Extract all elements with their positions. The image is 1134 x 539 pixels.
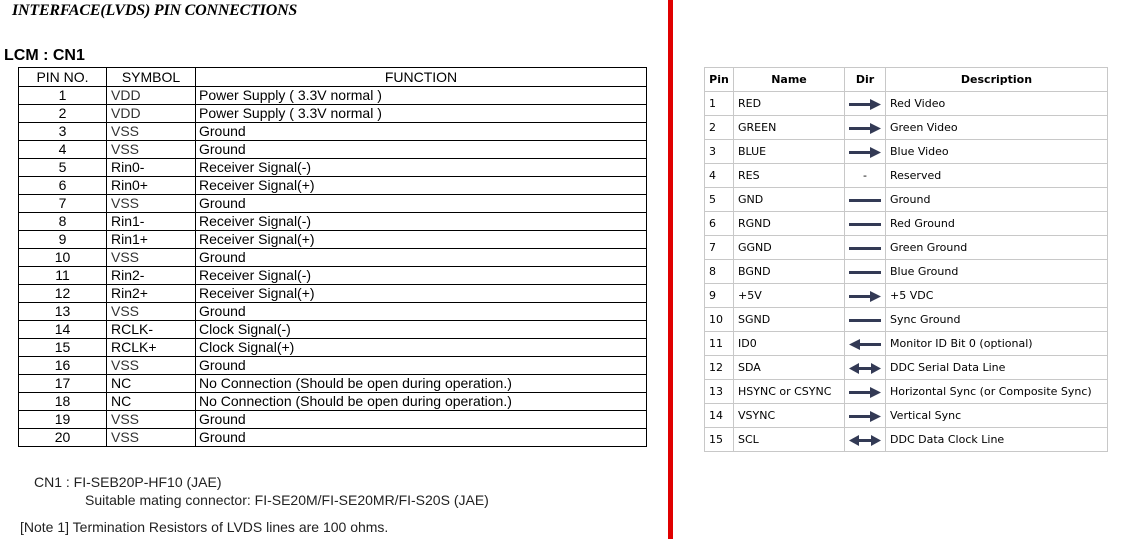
- vga-dir-cell: [845, 116, 886, 140]
- vga-row: [705, 140, 1108, 164]
- cn1-header-symbol: SYMBOL: [107, 68, 196, 87]
- output-arrow-icon: [848, 410, 882, 422]
- cn1-function-cell: Ground: [196, 123, 647, 141]
- vga-dir-cell: [845, 92, 886, 116]
- connector-note: CN1 : FI-SEB20P-HF10 (JAE): [34, 474, 222, 490]
- cn1-pin-cell: 5: [19, 159, 107, 177]
- cn1-function-cell: Receiver Signal(+): [196, 177, 647, 195]
- cn1-row: [19, 357, 647, 375]
- cn1-row: [19, 87, 647, 105]
- cn1-symbol-cell: VSS: [107, 249, 196, 267]
- ground-line-icon: [848, 266, 882, 278]
- vga-pin-table: [704, 67, 1108, 452]
- vga-dir-cell: [845, 188, 886, 212]
- cn1-symbol-cell: VSS: [107, 141, 196, 159]
- ground-line-icon: [848, 218, 882, 230]
- vga-row: [705, 404, 1108, 428]
- ground-line-icon: [848, 242, 882, 254]
- ground-line-icon: [848, 194, 882, 206]
- vga-dir-cell: [845, 212, 886, 236]
- vga-dir-cell: [845, 428, 886, 452]
- vga-description-cell: Monitor ID Bit 0 (optional): [886, 332, 1108, 356]
- vga-name-cell: GGND: [734, 236, 845, 260]
- cn1-function-cell: Receiver Signal(-): [196, 213, 647, 231]
- vga-pin-cell: 10: [705, 308, 734, 332]
- cn1-symbol-cell: VDD: [107, 105, 196, 123]
- bidirectional-arrow-icon: [848, 434, 882, 446]
- cn1-symbol-cell: RCLK-: [107, 321, 196, 339]
- vga-dir-cell: -: [845, 164, 886, 188]
- cn1-function-cell: Receiver Signal(-): [196, 267, 647, 285]
- output-arrow-icon: [848, 146, 882, 158]
- cn1-row: [19, 105, 647, 123]
- vga-name-cell: BLUE: [734, 140, 845, 164]
- cn1-symbol-cell: VSS: [107, 195, 196, 213]
- cn1-pin-cell: 18: [19, 393, 107, 411]
- cn1-symbol-cell: NC: [107, 375, 196, 393]
- cn1-symbol-cell: VSS: [107, 411, 196, 429]
- vga-row: [705, 308, 1108, 332]
- vga-header-pin: Pin: [705, 68, 734, 92]
- vga-description-cell: DDC Data Clock Line: [886, 428, 1108, 452]
- vga-dir-cell: [845, 404, 886, 428]
- cn1-symbol-cell: VSS: [107, 429, 196, 447]
- red-divider-line: [668, 0, 673, 539]
- vga-row: [705, 380, 1108, 404]
- cn1-function-cell: Ground: [196, 303, 647, 321]
- cn1-pin-cell: 6: [19, 177, 107, 195]
- cn1-pin-cell: 2: [19, 105, 107, 123]
- vga-header-name: Name: [734, 68, 845, 92]
- cn1-row: [19, 429, 647, 447]
- vga-row: [705, 212, 1108, 236]
- cn1-row: [19, 411, 647, 429]
- vga-name-cell: +5V: [734, 284, 845, 308]
- vga-row: [705, 332, 1108, 356]
- output-arrow-icon: [848, 386, 882, 398]
- cn1-function-cell: Ground: [196, 249, 647, 267]
- vga-header-row: [705, 68, 1108, 92]
- vga-description-cell: Red Video: [886, 92, 1108, 116]
- cn1-function-cell: Clock Signal(+): [196, 339, 647, 357]
- cn1-function-cell: Power Supply ( 3.3V normal ): [196, 87, 647, 105]
- vga-description-cell: Ground: [886, 188, 1108, 212]
- vga-description-cell: Blue Ground: [886, 260, 1108, 284]
- cn1-function-cell: No Connection (Should be open during operation.): [196, 375, 647, 393]
- vga-pin-cell: 5: [705, 188, 734, 212]
- cn1-symbol-cell: RCLK+: [107, 339, 196, 357]
- cn1-pin-cell: 19: [19, 411, 107, 429]
- vga-description-cell: +5 VDC: [886, 284, 1108, 308]
- left-title: INTERFACE(LVDS) PIN CONNECTIONS: [12, 2, 298, 19]
- cn1-row: [19, 375, 647, 393]
- cn1-header-pin: PIN NO.: [19, 68, 107, 87]
- cn1-function-cell: Receiver Signal(+): [196, 231, 647, 249]
- cn1-row: [19, 195, 647, 213]
- vga-pin-cell: 1: [705, 92, 734, 116]
- vga-dir-cell: [845, 380, 886, 404]
- cn1-symbol-cell: VSS: [107, 303, 196, 321]
- input-arrow-icon: [848, 338, 882, 350]
- vga-row: [705, 188, 1108, 212]
- vga-description-cell: DDC Serial Data Line: [886, 356, 1108, 380]
- cn1-pin-cell: 7: [19, 195, 107, 213]
- vga-description-cell: Horizontal Sync (or Composite Sync): [886, 380, 1108, 404]
- vga-header-description: Description: [886, 68, 1108, 92]
- cn1-row: [19, 393, 647, 411]
- vga-name-cell: ID0: [734, 332, 845, 356]
- cn1-pin-cell: 4: [19, 141, 107, 159]
- vga-dir-cell: [845, 140, 886, 164]
- vga-name-cell: SGND: [734, 308, 845, 332]
- vga-dir-cell: [845, 356, 886, 380]
- output-arrow-icon: [848, 98, 882, 110]
- vga-row: [705, 260, 1108, 284]
- left-subtitle: LCM : CN1: [4, 47, 85, 64]
- vga-row: [705, 92, 1108, 116]
- cn1-symbol-cell: Rin1+: [107, 231, 196, 249]
- vga-header-dir: Dir: [845, 68, 886, 92]
- vga-dir-cell: [845, 332, 886, 356]
- bidirectional-arrow-icon: [848, 362, 882, 374]
- vga-pin-cell: 11: [705, 332, 734, 356]
- vga-name-cell: SCL: [734, 428, 845, 452]
- vga-description-cell: Red Ground: [886, 212, 1108, 236]
- vga-row: [705, 164, 1108, 188]
- vga-name-cell: SDA: [734, 356, 845, 380]
- vga-name-cell: BGND: [734, 260, 845, 284]
- vga-pin-cell: 2: [705, 116, 734, 140]
- cn1-header-function: FUNCTION: [196, 68, 647, 87]
- vga-description-cell: Green Video: [886, 116, 1108, 140]
- cn1-row: [19, 321, 647, 339]
- cn1-symbol-cell: Rin2-: [107, 267, 196, 285]
- cn1-row: [19, 123, 647, 141]
- cn1-pin-cell: 13: [19, 303, 107, 321]
- vga-description-cell: Vertical Sync: [886, 404, 1108, 428]
- cn1-symbol-cell: Rin0+: [107, 177, 196, 195]
- cn1-header-row: [19, 68, 647, 87]
- cn1-pin-cell: 11: [19, 267, 107, 285]
- cn1-symbol-cell: Rin1-: [107, 213, 196, 231]
- cn1-function-cell: Ground: [196, 411, 647, 429]
- cn1-pin-cell: 10: [19, 249, 107, 267]
- cn1-pin-cell: 1: [19, 87, 107, 105]
- vga-dir-cell: [845, 236, 886, 260]
- cn1-pin-cell: 15: [19, 339, 107, 357]
- cn1-row: [19, 285, 647, 303]
- vga-pin-cell: 8: [705, 260, 734, 284]
- vga-pin-cell: 4: [705, 164, 734, 188]
- cn1-function-cell: Receiver Signal(-): [196, 159, 647, 177]
- vga-dir-cell: [845, 308, 886, 332]
- output-arrow-icon: [848, 122, 882, 134]
- cn1-function-cell: Ground: [196, 357, 647, 375]
- cn1-pin-cell: 3: [19, 123, 107, 141]
- cn1-symbol-cell: NC: [107, 393, 196, 411]
- cn1-function-cell: Ground: [196, 141, 647, 159]
- cn1-function-cell: Ground: [196, 429, 647, 447]
- cn1-row: [19, 213, 647, 231]
- vga-name-cell: GND: [734, 188, 845, 212]
- vga-row: [705, 116, 1108, 140]
- vga-row: [705, 236, 1108, 260]
- cn1-pin-cell: 12: [19, 285, 107, 303]
- vga-name-cell: GREEN: [734, 116, 845, 140]
- vga-pin-cell: 12: [705, 356, 734, 380]
- cn1-row: [19, 339, 647, 357]
- vga-pin-cell: 9: [705, 284, 734, 308]
- cn1-symbol-cell: Rin2+: [107, 285, 196, 303]
- vga-description-cell: Reserved: [886, 164, 1108, 188]
- vga-row: [705, 428, 1108, 452]
- vga-description-cell: Green Ground: [886, 236, 1108, 260]
- vga-pin-cell: 7: [705, 236, 734, 260]
- cn1-row: [19, 177, 647, 195]
- cn1-row: [19, 159, 647, 177]
- vga-dir-cell: [845, 260, 886, 284]
- vga-row: [705, 356, 1108, 380]
- cn1-function-cell: Receiver Signal(+): [196, 285, 647, 303]
- mating-note: Suitable mating connector: FI-SE20M/FI-SE20MR/FI-S20S (JAE): [85, 492, 489, 508]
- vga-dir-cell: [845, 284, 886, 308]
- vga-name-cell: VSYNC: [734, 404, 845, 428]
- vga-pin-cell: 3: [705, 140, 734, 164]
- cn1-pin-cell: 14: [19, 321, 107, 339]
- termination-note: [Note 1] Termination Resistors of LVDS lines are 100 ohms.: [20, 519, 389, 535]
- vga-pin-cell: 15: [705, 428, 734, 452]
- cn1-row: [19, 303, 647, 321]
- cn1-row: [19, 141, 647, 159]
- vga-row: [705, 284, 1108, 308]
- vga-description-cell: Blue Video: [886, 140, 1108, 164]
- cn1-pin-cell: 8: [19, 213, 107, 231]
- cn1-pin-cell: 17: [19, 375, 107, 393]
- vga-name-cell: RGND: [734, 212, 845, 236]
- cn1-function-cell: Clock Signal(-): [196, 321, 647, 339]
- cn1-pin-cell: 16: [19, 357, 107, 375]
- vga-name-cell: RES: [734, 164, 845, 188]
- cn1-symbol-cell: Rin0-: [107, 159, 196, 177]
- vga-pin-cell: 13: [705, 380, 734, 404]
- ground-line-icon: [848, 314, 882, 326]
- vga-name-cell: RED: [734, 92, 845, 116]
- cn1-row: [19, 249, 647, 267]
- cn1-function-cell: Power Supply ( 3.3V normal ): [196, 105, 647, 123]
- cn1-pin-cell: 9: [19, 231, 107, 249]
- cn1-symbol-cell: VSS: [107, 357, 196, 375]
- vga-pin-cell: 14: [705, 404, 734, 428]
- cn1-pin-table: [18, 67, 647, 447]
- cn1-symbol-cell: VSS: [107, 123, 196, 141]
- output-arrow-icon: [848, 290, 882, 302]
- vga-pin-cell: 6: [705, 212, 734, 236]
- cn1-function-cell: No Connection (Should be open during operation.): [196, 393, 647, 411]
- cn1-function-cell: Ground: [196, 195, 647, 213]
- cn1-symbol-cell: VDD: [107, 87, 196, 105]
- cn1-pin-cell: 20: [19, 429, 107, 447]
- cn1-row: [19, 267, 647, 285]
- cn1-row: [19, 231, 647, 249]
- vga-name-cell: HSYNC or CSYNC: [734, 380, 845, 404]
- vga-description-cell: Sync Ground: [886, 308, 1108, 332]
